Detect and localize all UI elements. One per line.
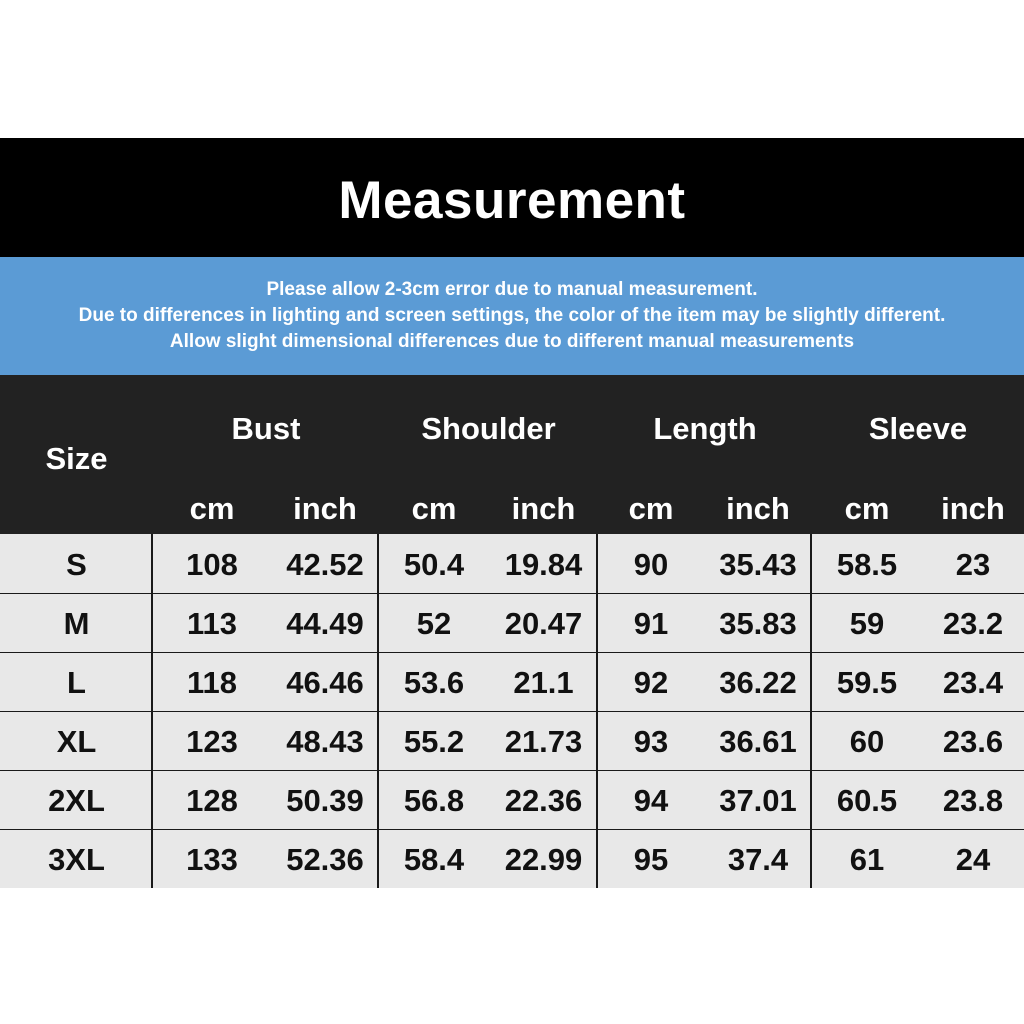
cell-length-inch: 37.4 <box>727 842 789 877</box>
cell-size: L <box>67 665 86 700</box>
cell-shoulder-cm: 52 <box>416 606 452 641</box>
cell-length-inch: 37.01 <box>719 783 797 818</box>
cell-shoulder-cm: 58.4 <box>403 842 465 877</box>
cell-shoulder-cm: 56.8 <box>403 783 465 818</box>
cell-bust-inch: 46.46 <box>286 665 364 700</box>
title-bar <box>0 138 1024 257</box>
unit-header-bust-inch: inch <box>293 491 357 526</box>
cell-shoulder-inch: 21.73 <box>504 724 583 759</box>
cell-shoulder-cm: 50.4 <box>403 547 465 582</box>
cell-length-cm: 93 <box>633 724 669 759</box>
sleeve-group-header: Sleeve <box>868 411 968 446</box>
cell-shoulder-inch: 19.84 <box>504 547 583 582</box>
column-divider <box>377 534 379 888</box>
cell-bust-cm: 128 <box>186 783 238 818</box>
unit-header-length-cm: cm <box>628 491 674 526</box>
cell-shoulder-cm: 55.2 <box>403 724 465 759</box>
cell-bust-inch: 44.49 <box>286 606 364 641</box>
cell-bust-cm: 113 <box>186 606 237 641</box>
note-line-2: Due to differences in lighting and screen settings, the color of the item may be slightly different. <box>78 305 946 326</box>
table-row <box>0 593 1024 652</box>
cell-length-inch: 35.43 <box>719 547 797 582</box>
cell-size: 2XL <box>48 783 105 818</box>
chart-title: Measurement <box>338 171 686 230</box>
cell-length-cm: 95 <box>633 842 669 877</box>
unit-header-shoulder-cm: cm <box>411 491 457 526</box>
cell-sleeve-inch: 23.4 <box>942 665 1004 700</box>
note-line-1: Please allow 2-3cm error due to manual measurement. <box>266 279 758 300</box>
table-body <box>0 534 1024 888</box>
unit-header-shoulder-inch: inch <box>511 491 576 526</box>
cell-sleeve-cm: 59.5 <box>836 665 898 700</box>
unit-header-bust-cm: cm <box>189 491 235 526</box>
cell-bust-cm: 123 <box>186 724 238 759</box>
cell-sleeve-cm: 61 <box>849 842 885 877</box>
cell-shoulder-inch: 22.36 <box>504 783 583 818</box>
cell-size: S <box>66 547 87 582</box>
table-row <box>0 770 1024 829</box>
shoulder-group-header: Shoulder <box>421 411 556 446</box>
cell-size: 3XL <box>48 842 105 877</box>
cell-size: M <box>63 606 90 641</box>
cell-length-inch: 36.61 <box>719 724 797 759</box>
table-header <box>0 375 1024 534</box>
table-row <box>0 534 1024 593</box>
cell-length-cm: 92 <box>633 665 669 700</box>
cell-length-inch: 35.83 <box>719 606 797 641</box>
cell-bust-inch: 50.39 <box>286 783 364 818</box>
cell-shoulder-cm: 53.6 <box>403 665 465 700</box>
cell-length-cm: 94 <box>633 783 669 818</box>
cell-length-cm: 91 <box>633 606 669 641</box>
cell-bust-inch: 52.36 <box>286 842 364 877</box>
cell-sleeve-inch: 23.2 <box>942 606 1004 641</box>
column-divider <box>810 534 812 888</box>
cell-sleeve-cm: 60 <box>849 724 885 759</box>
cell-sleeve-inch: 23.6 <box>942 724 1004 759</box>
cell-size: XL <box>56 724 97 759</box>
unit-header-length-inch: inch <box>726 491 790 526</box>
column-divider <box>151 534 153 888</box>
unit-header-sleeve-inch: inch <box>941 491 1005 526</box>
table-row <box>0 711 1024 770</box>
cell-bust-cm: 133 <box>186 842 238 877</box>
row-divider <box>0 711 1024 712</box>
cell-bust-inch: 48.43 <box>286 724 364 759</box>
cell-bust-inch: 42.52 <box>286 547 364 582</box>
cell-bust-cm: 118 <box>186 665 237 700</box>
length-group-header: Length <box>653 411 757 446</box>
cell-shoulder-inch: 22.99 <box>504 842 583 877</box>
row-divider <box>0 770 1024 771</box>
note-line-3: Allow slight dimensional differences due to different manual measurements <box>169 331 855 352</box>
cell-sleeve-inch: 23.8 <box>942 783 1004 818</box>
cell-length-inch: 36.22 <box>719 665 797 700</box>
table-row <box>0 829 1024 888</box>
cell-length-cm: 90 <box>633 547 669 582</box>
cell-shoulder-inch: 20.47 <box>504 606 583 641</box>
bust-group-header: Bust <box>231 411 301 446</box>
row-divider <box>0 829 1024 830</box>
size-column-header: Size <box>45 441 108 476</box>
cell-sleeve-inch: 24 <box>955 842 991 877</box>
cell-shoulder-inch: 21.1 <box>513 665 574 700</box>
cell-bust-cm: 108 <box>186 547 238 582</box>
cell-sleeve-cm: 58.5 <box>836 547 898 582</box>
table-row <box>0 652 1024 711</box>
column-divider <box>596 534 598 888</box>
unit-header-sleeve-cm: cm <box>844 491 890 526</box>
notes-banner <box>0 257 1024 375</box>
cell-sleeve-cm: 59 <box>849 606 885 641</box>
size-chart <box>0 138 1024 888</box>
cell-sleeve-inch: 23 <box>955 547 991 582</box>
row-divider <box>0 652 1024 653</box>
cell-sleeve-cm: 60.5 <box>836 783 898 818</box>
row-divider <box>0 593 1024 594</box>
